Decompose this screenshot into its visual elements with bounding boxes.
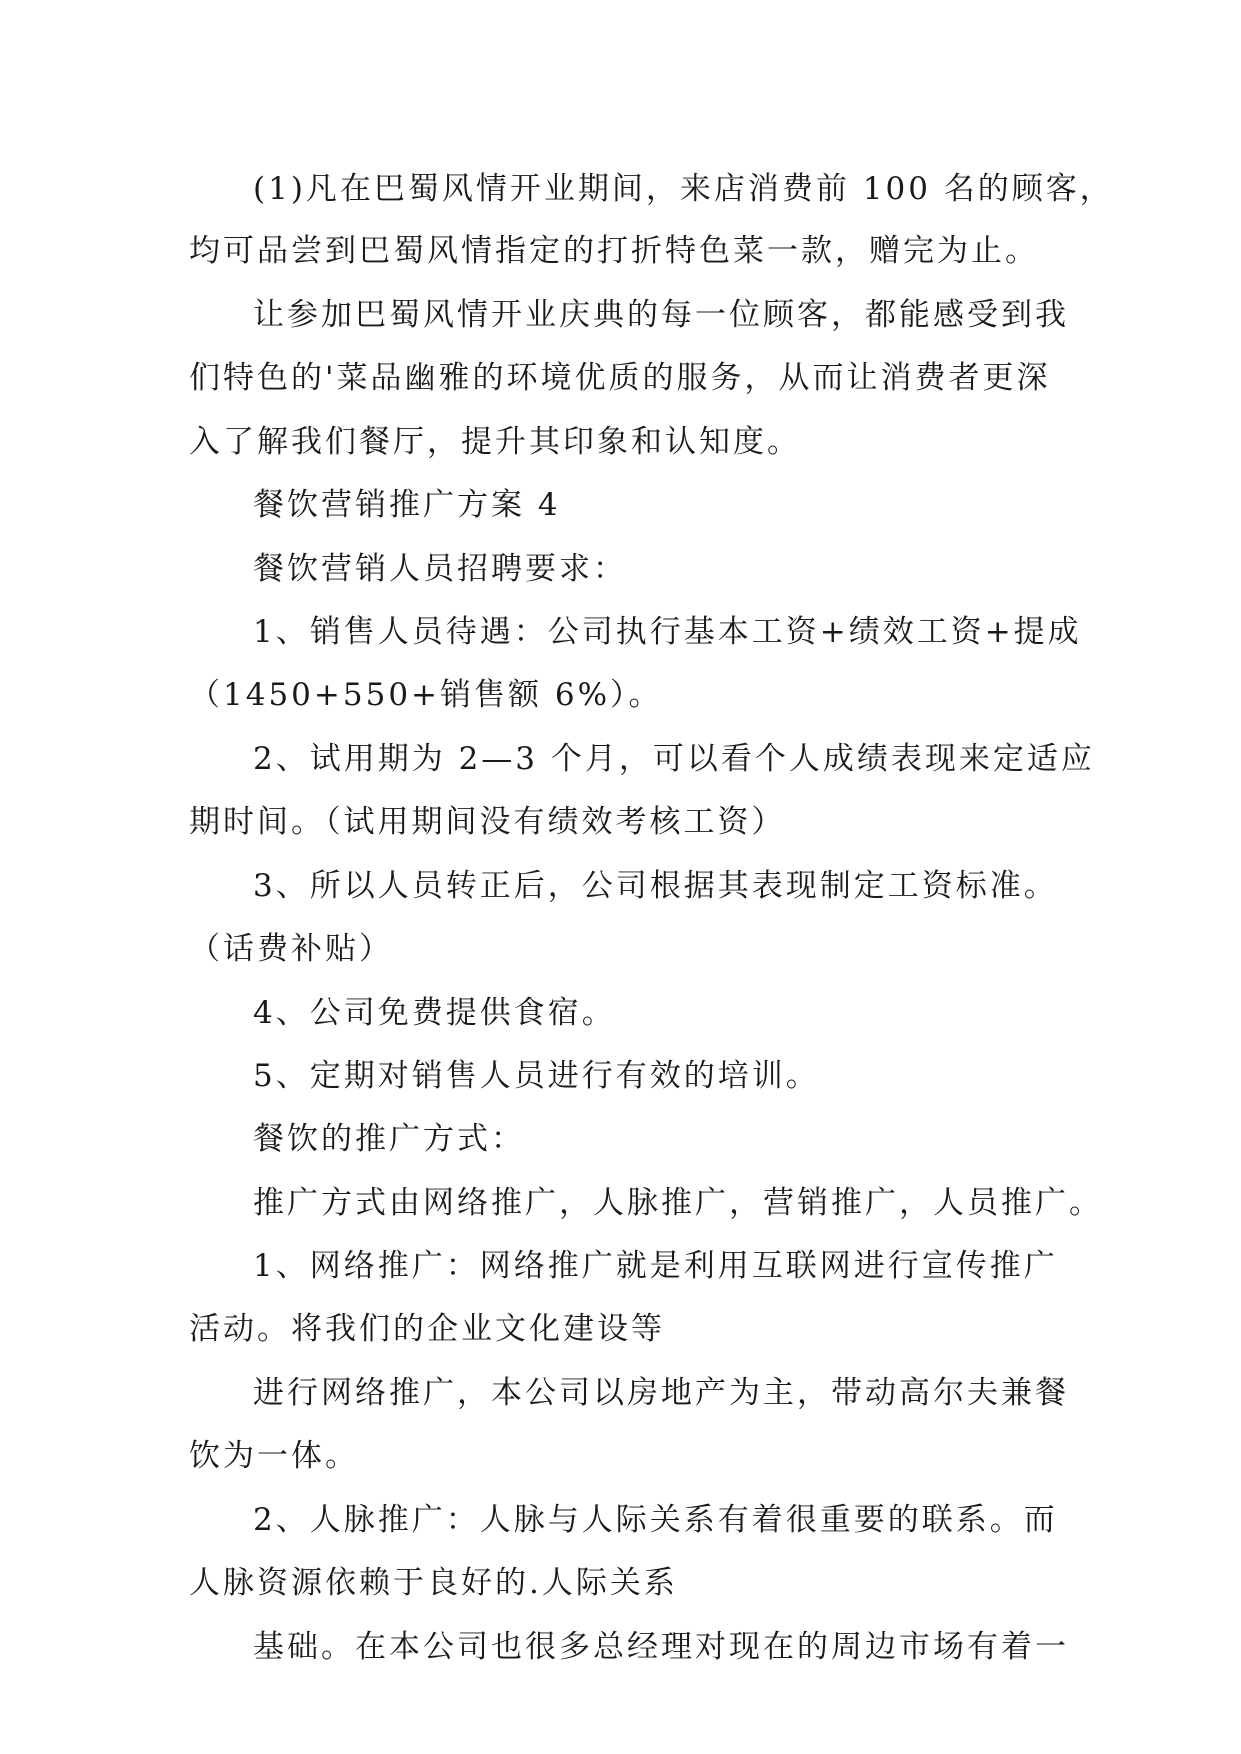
text-line: 人脉资源依赖于良好的.人际关系 [189, 1565, 678, 1601]
text-line: 推广方式由网络推广，人脉推广，营销推广，人员推广。 [253, 1185, 1103, 1221]
text-line: 2、人脉推广：人脉与人际关系有着很重要的联系。而 [253, 1502, 1058, 1538]
text-line: 基础。在本公司也很多总经理对现在的周边市场有着一 [253, 1629, 1069, 1665]
text-line: 2、试用期为 2—3 个月，可以看个人成绩表现来定适应 [253, 741, 1095, 777]
text-line: （话费补贴） [189, 931, 393, 967]
text-line: 1、销售人员待遇：公司执行基本工资+绩效工资+提成 [253, 614, 1082, 650]
text-line: 让参加巴蜀风情开业庆典的每一位顾客，都能感受到我 [253, 297, 1069, 333]
text-line: 1、网络推广：网络推广就是利用互联网进行宣传推广 [253, 1248, 1058, 1284]
text-line: 5、定期对销售人员进行有效的培训。 [253, 1058, 820, 1094]
text-line: 餐饮的推广方式： [253, 1121, 525, 1157]
text-line: 入了解我们餐厅，提升其印象和认知度。 [189, 424, 801, 460]
text-line: 进行网络推广，本公司以房地产为主，带动高尔夫兼餐 [253, 1375, 1069, 1411]
section-heading: 餐饮营销推广方案 4 [253, 487, 561, 523]
text-line: 期时间。（试用期间没有绩效考核工资） [189, 804, 786, 840]
text-line: 4、公司免费提供食宿。 [253, 995, 616, 1031]
text-line: (1)凡在巴蜀风情开业期间，来店消费前 100 名的顾客， [253, 171, 1114, 207]
text-line: 们特色的'菜品幽雅的环境优质的服务，从而让消费者更深 [189, 360, 1051, 396]
text-line: 饮为一体。 [189, 1438, 359, 1474]
text-line: 3、所以人员转正后，公司根据其表现制定工资标准。 [253, 868, 1058, 904]
text-line: 餐饮营销人员招聘要求： [253, 551, 627, 587]
text-line: （1450+550+销售额 6%）。 [189, 677, 663, 713]
text-line: 均可品尝到巴蜀风情指定的打折特色菜一款，赠完为止。 [189, 233, 1039, 269]
text-line: 活动。将我们的企业文化建设等 [189, 1311, 665, 1347]
